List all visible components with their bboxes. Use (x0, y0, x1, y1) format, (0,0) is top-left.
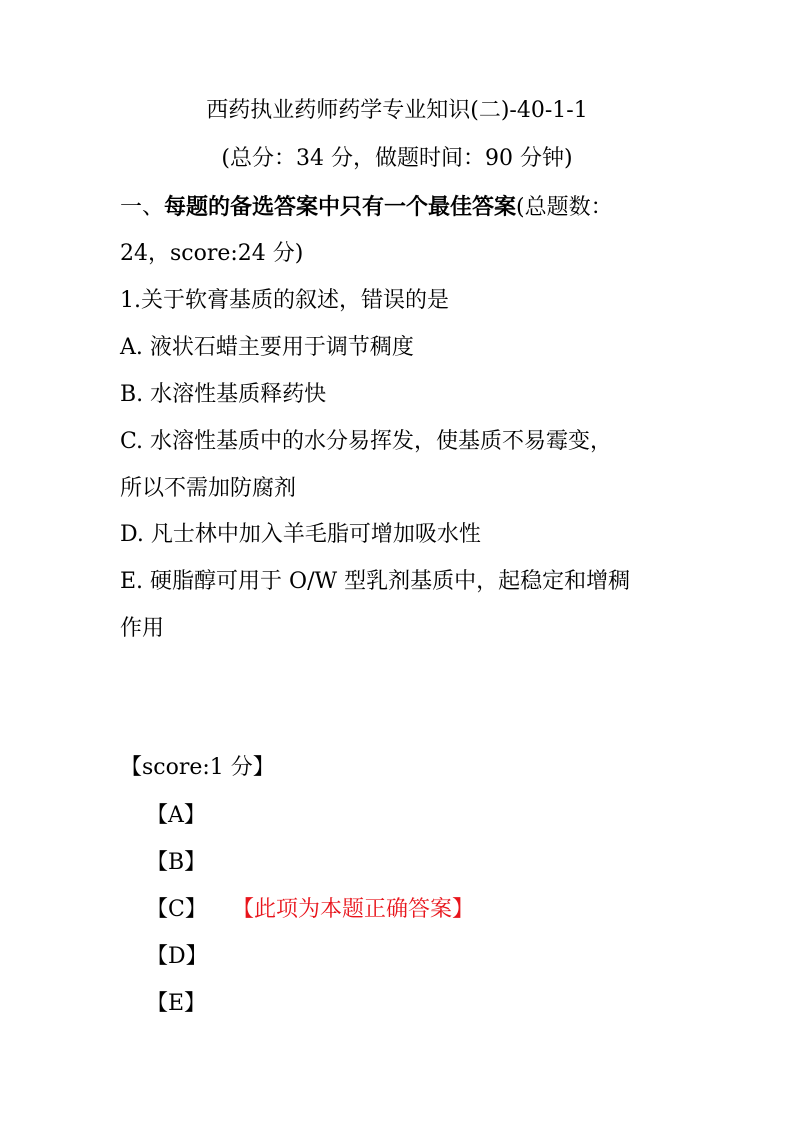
option-a: A. 液状石蜡主要用于调节稠度 (120, 335, 414, 360)
correct-answer-note: 【此项为本题正确答案】 (232, 897, 475, 922)
score-label: 【score:1 分】 (120, 755, 275, 780)
document-title: 西药执业药师药学专业知识(二)-40-1-1 (206, 98, 588, 123)
section-prefix: 一、 (120, 195, 165, 220)
answer-choice-e: 【E】 (146, 991, 207, 1016)
option-d: D. 凡士林中加入羊毛脂可增加吸水性 (120, 522, 481, 547)
option-c: C. 水溶性基质中的水分易挥发，使基质不易霉变， (120, 429, 613, 454)
document-subtitle: (总分：34 分，做题时间：90 分钟) (221, 146, 573, 171)
answer-choice-b: 【B】 (146, 850, 207, 875)
section-heading: 每题的备选答案中只有一个最佳答案 (164, 194, 517, 220)
answer-choice-d: 【D】 (146, 944, 208, 969)
question-stem: 1.关于软膏基质的叙述，错误的是 (120, 288, 449, 313)
section-meta-continued: 24，score:24 分) (120, 241, 304, 266)
option-e: E. 硬脂醇可用于 O/W 型乳剂基质中，起稳定和增稠 (120, 569, 631, 594)
section-heading-line (120, 192, 613, 223)
answer-choice-a: 【A】 (146, 803, 206, 828)
option-c-continued: 所以不需加防腐剂 (120, 476, 297, 501)
option-b: B. 水溶性基质释药快 (120, 382, 327, 407)
option-e-continued: 作用 (120, 616, 165, 641)
answer-choice-c: 【C】 (146, 897, 207, 922)
section-meta: (总题数： (516, 195, 613, 220)
